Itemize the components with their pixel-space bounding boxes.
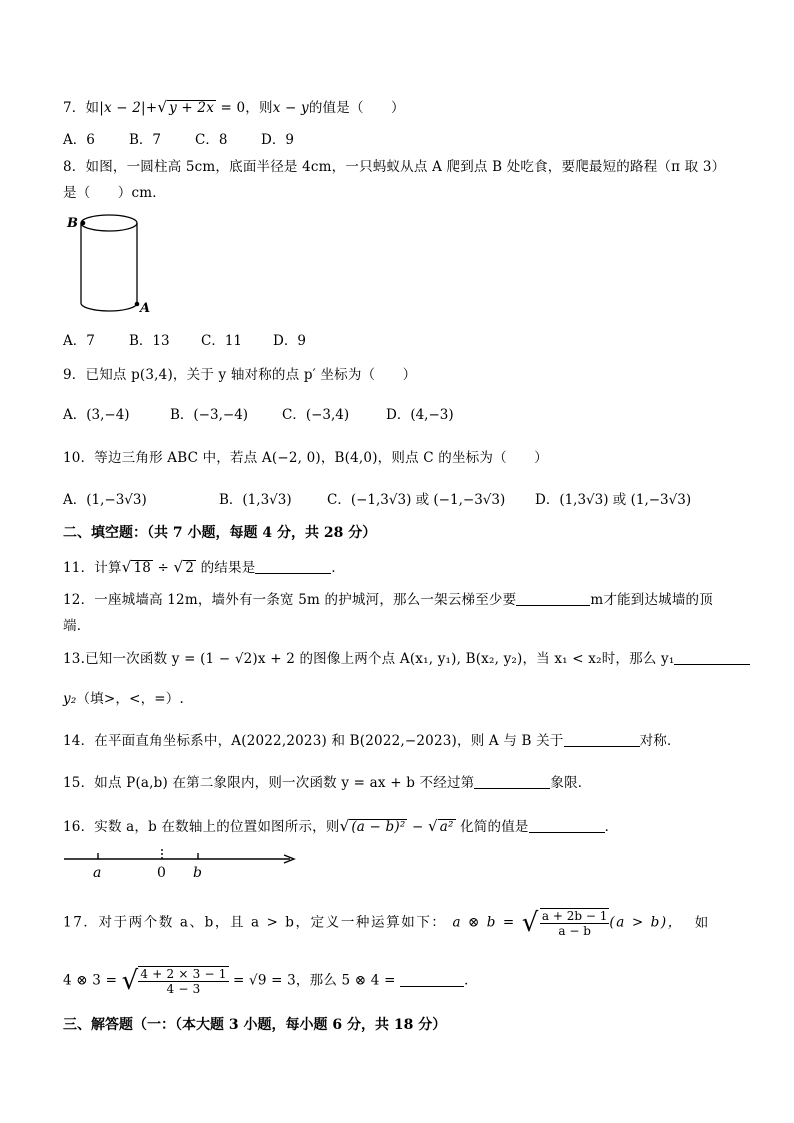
q13-text: 13.已知一次函数 y = (1 − √2)x + 2 的图像上两个点 A(x₁, y₁), B(x₂, y₂)，当 x₁ < x₂时，那么 y₁ [63, 651, 675, 667]
cylinder-bottom-arc [81, 303, 137, 311]
option-d: D．9 [261, 132, 294, 148]
axis-label-b: b [193, 865, 202, 881]
section-2-heading: 二、填空题：（共 7 小题，每题 4 分，共 28 分） [63, 525, 377, 541]
sqrt-sign: √ [157, 98, 168, 116]
option-c: C．8 [195, 132, 228, 148]
q17-example-denominator: 4 − 3 [166, 982, 201, 996]
q17-op-numerator: a + 2b − 1 [541, 909, 608, 923]
point-a [135, 302, 140, 307]
q7-mid: = 0，则 [216, 100, 273, 116]
label-b: B [67, 216, 78, 231]
option-b: B．(1,3√3) [219, 492, 292, 508]
q7-prefix: 7．如 [63, 100, 100, 116]
q16-radicand-1: (a − b)² [351, 819, 406, 835]
question-17-line1 [63, 908, 710, 938]
q11-end: ． [331, 560, 346, 576]
q17-text: 17．对于两个数 a、b，且 a > b，定义一种运算如下： [63, 914, 447, 931]
option-b: B．13 [129, 333, 170, 349]
question-8-options [63, 332, 306, 350]
question-7 [63, 98, 405, 117]
answer-blank[interactable] [674, 650, 750, 665]
option-b: B．(−3,−4) [170, 407, 249, 423]
q11-suffix: 的结果是 [196, 560, 256, 576]
option-a: A．(3,−4) [63, 407, 130, 423]
q11-prefix: 11．计算 [63, 560, 122, 576]
q17-op-lhs: a ⊗ b = [452, 914, 516, 931]
answer-blank[interactable] [564, 732, 640, 747]
sqrt-sign: √ [521, 908, 540, 938]
option-a: A．(1,−3√3) [63, 492, 147, 508]
axis-label-0: 0 [157, 865, 166, 881]
answer-blank[interactable] [529, 818, 605, 833]
option-c: C．(−3,4) [282, 407, 350, 423]
q17-example-numerator: 4 + 2 × 3 − 1 [140, 967, 227, 981]
q16-minus: − [407, 819, 428, 835]
question-11 [63, 558, 345, 577]
q17-op-condition: (a > b)， [609, 914, 683, 931]
option-c: C．(−1,3√3) 或 (−1,−3√3) [327, 492, 506, 508]
sqrt-sign: √ [173, 558, 184, 576]
q7-plus: + [145, 100, 158, 116]
q17-example-fraction [138, 966, 228, 996]
question-15 [63, 774, 591, 792]
point-b [81, 221, 86, 226]
question-9-options [63, 406, 454, 424]
q13-y2: y₂ [63, 691, 77, 707]
option-b: B．7 [129, 132, 162, 148]
option-c: C．11 [201, 333, 243, 349]
number-line [62, 846, 302, 882]
q16-suffix: 化简的值是 [455, 819, 529, 835]
q7-suffix: 的值是（ ） [308, 100, 405, 116]
option-d: D．(4,−3) [386, 407, 454, 423]
q17-text-end: 如 [694, 914, 710, 931]
cylinder-figure [62, 208, 162, 318]
question-17-line2 [63, 966, 478, 996]
section-3-heading: 三、解答题（一：（本大题 3 小题，每小题 6 分，共 18 分） [63, 1017, 447, 1033]
question-16 [63, 817, 618, 836]
q7-expr: x − y [272, 100, 309, 116]
q15-end: 象限． [550, 775, 592, 791]
q11-radicand-2: 2 [185, 560, 195, 576]
answer-blank[interactable] [400, 972, 464, 987]
q17-example-mid: = √9 = 3，那么 5 ⊗ 4 = [228, 972, 396, 989]
q16-end: ． [604, 819, 619, 835]
answer-blank[interactable] [474, 774, 550, 789]
q12-text-tail: m才能到达城墙的顶 [590, 592, 713, 608]
q17-op-sqrt [522, 908, 610, 938]
option-d: D．9 [273, 333, 306, 349]
q17-op-denominator: a − b [558, 924, 591, 938]
cylinder-top-ellipse [81, 215, 137, 231]
sqrt-sign: √ [121, 966, 139, 996]
question-12-line1 [63, 591, 713, 609]
question-10-options [63, 491, 691, 509]
option-a: A．6 [63, 132, 95, 148]
answer-blank[interactable] [255, 559, 331, 574]
question-8-line1: 8．如图，一圆柱高 5cm，底面半径是 4cm，一只蚂蚁从点 A 爬到点 B 处吃食，要爬最短的路程（π 取 3） [63, 159, 726, 175]
q13-hint: （填>，<，=）. [76, 691, 184, 707]
question-14 [63, 732, 681, 750]
q16-radicand-2: a² [439, 819, 454, 835]
question-13-line2 [63, 690, 184, 708]
question-7-options [63, 131, 294, 149]
question-8-line2: 是（ ）cm． [63, 185, 166, 201]
q14-end: 对称． [639, 733, 681, 749]
q17-example-sqrt [122, 966, 229, 996]
answer-blank[interactable] [516, 591, 590, 606]
q7-abs: |x − 2| [99, 100, 146, 116]
q16-prefix: 16．实数 a，b 在数轴上的位置如图所示，则 [63, 819, 340, 835]
question-9: 9．已知点 p(3,4)，关于 y 轴对称的点 p′ 坐标为（ ） [63, 367, 417, 383]
q17-op-fraction [540, 908, 609, 938]
q14-text: 14．在平面直角坐标系中，A(2022,2023) 和 B(2022,−2023)，则 A 与 B 关于 [63, 733, 564, 749]
q17-example-end: ． [464, 972, 478, 989]
option-a: A．7 [63, 333, 95, 349]
q7-radicand: y + 2x [169, 100, 215, 116]
q11-radicand-1: 18 [133, 560, 152, 576]
sqrt-sign: √ [339, 817, 350, 835]
q17-example-lhs: 4 ⊗ 3 = [63, 972, 118, 989]
sqrt-sign: √ [427, 817, 438, 835]
sqrt-sign: √ [121, 558, 132, 576]
option-d: D．(1,3√3) 或 (1,−3√3) [535, 492, 692, 508]
question-10: 10．等边三角形 ABC 中，若点 A(−2, 0)，B(4,0)，则点 C 的坐标为（ ） [63, 450, 548, 466]
question-13-line1 [63, 650, 750, 668]
question-12-line2: 端． [63, 618, 91, 634]
q15-text: 15．如点 P(a,b) 在第二象限内，则一次函数 y = ax + b 不经过第 [63, 775, 475, 791]
axis-label-a: a [93, 865, 102, 881]
label-a: A [140, 301, 151, 316]
q11-divide: ÷ [153, 560, 174, 576]
q12-text: 12．一座城墙高 12m，墙外有一条宽 5m 的护城河，那么一架云梯至少要 [63, 592, 517, 608]
